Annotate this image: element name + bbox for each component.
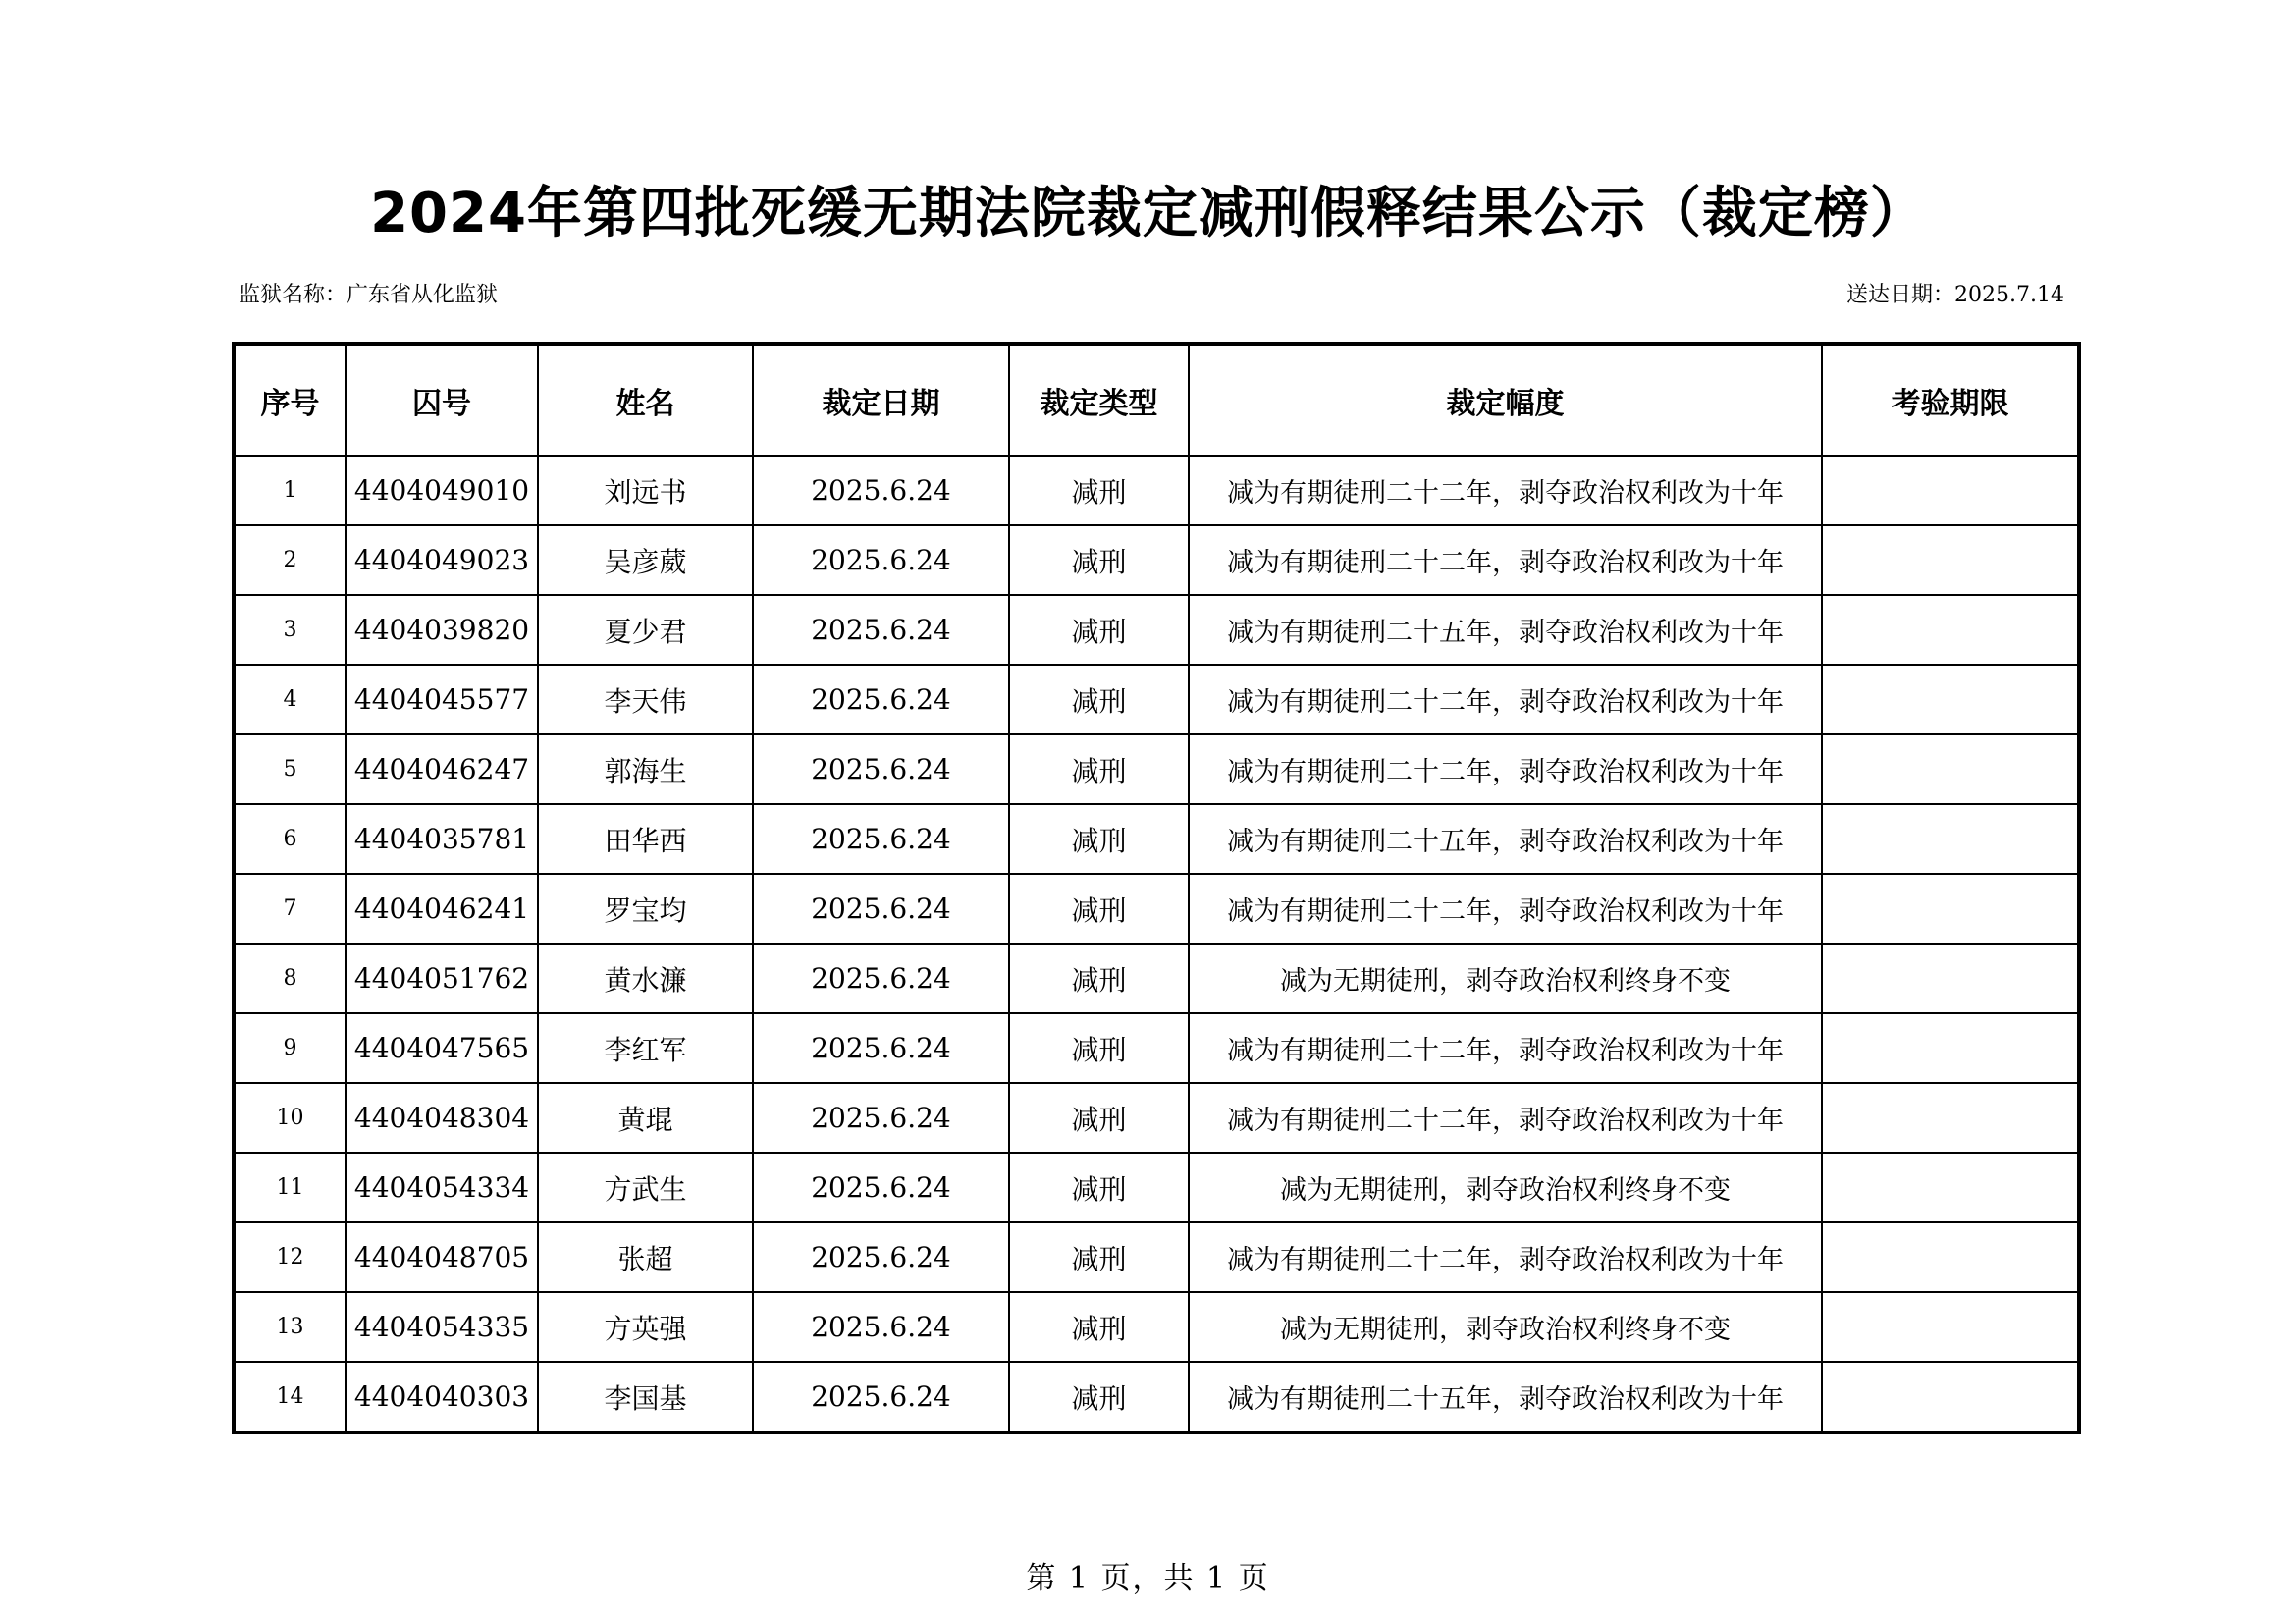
cell-prisoner-id: 4404047565 (346, 1013, 538, 1083)
cell-probation (1822, 944, 2079, 1013)
cell-prisoner-id: 4404046247 (346, 734, 538, 804)
cell-probation (1822, 665, 2079, 734)
cell-name: 黄水濂 (538, 944, 753, 1013)
cell-name: 吴彦葳 (538, 525, 753, 595)
cell-ruling-type: 减刑 (1009, 804, 1189, 874)
cell-name: 夏少君 (538, 595, 753, 665)
delivery-date: 送达日期：2025.7.14 (1846, 283, 2064, 307)
cell-name: 李国基 (538, 1362, 753, 1433)
cell-ruling-date: 2025.6.24 (753, 595, 1009, 665)
cell-prisoner-id: 4404051762 (346, 944, 538, 1013)
table-row (234, 944, 2079, 1013)
cell-prisoner-id: 4404040303 (346, 1362, 538, 1433)
page-footer: 第 1 页，共 1 页 (1026, 1561, 1270, 1596)
cell-ruling-date: 2025.6.24 (753, 804, 1009, 874)
cell-ruling-date: 2025.6.24 (753, 1013, 1009, 1083)
cell-seq: 5 (234, 734, 346, 804)
cell-probation (1822, 1292, 2079, 1362)
cell-seq: 12 (234, 1222, 346, 1292)
cell-ruling-date: 2025.6.24 (753, 456, 1009, 525)
cell-name: 郭海生 (538, 734, 753, 804)
table-row (234, 525, 2079, 595)
cell-ruling-type: 减刑 (1009, 1153, 1189, 1222)
table-row (234, 456, 2079, 525)
cell-seq: 3 (234, 595, 346, 665)
cell-prisoner-id: 4404054334 (346, 1153, 538, 1222)
cell-ruling-type: 减刑 (1009, 665, 1189, 734)
cell-ruling-range: 减为有期徒刑二十五年，剥夺政治权利改为十年 (1189, 595, 1822, 665)
cell-ruling-date: 2025.6.24 (753, 734, 1009, 804)
cell-name: 方英强 (538, 1292, 753, 1362)
table-row (234, 1362, 2079, 1433)
cell-ruling-type: 减刑 (1009, 525, 1189, 595)
cell-name: 黄琨 (538, 1083, 753, 1153)
cell-ruling-type: 减刑 (1009, 1292, 1189, 1362)
cell-probation (1822, 874, 2079, 944)
cell-probation (1822, 1013, 2079, 1083)
cell-ruling-type: 减刑 (1009, 944, 1189, 1013)
table-row (234, 1222, 2079, 1292)
cell-ruling-range: 减为有期徒刑二十二年，剥夺政治权利改为十年 (1189, 1013, 1822, 1083)
header-name: 姓名 (538, 344, 753, 456)
table-row (234, 1083, 2079, 1153)
cell-ruling-range: 减为有期徒刑二十二年，剥夺政治权利改为十年 (1189, 874, 1822, 944)
cell-seq: 2 (234, 525, 346, 595)
cell-ruling-type: 减刑 (1009, 595, 1189, 665)
cell-name: 方武生 (538, 1153, 753, 1222)
header-range: 裁定幅度 (1189, 344, 1822, 456)
cell-ruling-type: 减刑 (1009, 1013, 1189, 1083)
cell-ruling-date: 2025.6.24 (753, 665, 1009, 734)
cell-ruling-type: 减刑 (1009, 1222, 1189, 1292)
cell-ruling-date: 2025.6.24 (753, 1362, 1009, 1433)
cell-seq: 1 (234, 456, 346, 525)
header-id: 囚号 (346, 344, 538, 456)
cell-prisoner-id: 4404045577 (346, 665, 538, 734)
cell-ruling-date: 2025.6.24 (753, 1153, 1009, 1222)
cell-probation (1822, 595, 2079, 665)
cell-seq: 13 (234, 1292, 346, 1362)
cell-probation (1822, 525, 2079, 595)
cell-ruling-type: 减刑 (1009, 1362, 1189, 1433)
cell-prisoner-id: 4404035781 (346, 804, 538, 874)
cell-ruling-date: 2025.6.24 (753, 1222, 1009, 1292)
table-row (234, 665, 2079, 734)
cell-prisoner-id: 4404054335 (346, 1292, 538, 1362)
cell-seq: 4 (234, 665, 346, 734)
cell-ruling-range: 减为无期徒刑，剥夺政治权利终身不变 (1189, 1153, 1822, 1222)
cell-seq: 8 (234, 944, 346, 1013)
cell-prisoner-id: 4404048304 (346, 1083, 538, 1153)
table-row (234, 804, 2079, 874)
header-type: 裁定类型 (1009, 344, 1189, 456)
cell-ruling-date: 2025.6.24 (753, 1292, 1009, 1362)
result-table (232, 342, 2081, 1434)
cell-probation (1822, 1222, 2079, 1292)
cell-name: 李天伟 (538, 665, 753, 734)
prison-name: 监狱名称：广东省从化监狱 (239, 283, 499, 307)
cell-prisoner-id: 4404049023 (346, 525, 538, 595)
page-title: 2024年第四批死缓无期法院裁定减刑假释结果公示（裁定榜） (370, 182, 1926, 245)
cell-seq: 6 (234, 804, 346, 874)
table-row (234, 874, 2079, 944)
table-row (234, 595, 2079, 665)
cell-probation (1822, 1153, 2079, 1222)
header-seq: 序号 (234, 344, 346, 456)
cell-seq: 11 (234, 1153, 346, 1222)
cell-ruling-range: 减为有期徒刑二十二年，剥夺政治权利改为十年 (1189, 1083, 1822, 1153)
table-body (234, 456, 2079, 1433)
cell-name: 李红军 (538, 1013, 753, 1083)
cell-seq: 14 (234, 1362, 346, 1433)
cell-ruling-range: 减为有期徒刑二十二年，剥夺政治权利改为十年 (1189, 525, 1822, 595)
cell-ruling-type: 减刑 (1009, 734, 1189, 804)
cell-ruling-range: 减为有期徒刑二十二年，剥夺政治权利改为十年 (1189, 1222, 1822, 1292)
cell-prisoner-id: 4404049010 (346, 456, 538, 525)
cell-name: 田华西 (538, 804, 753, 874)
cell-seq: 7 (234, 874, 346, 944)
cell-prisoner-id: 4404039820 (346, 595, 538, 665)
cell-prisoner-id: 4404048705 (346, 1222, 538, 1292)
cell-ruling-range: 减为无期徒刑，剥夺政治权利终身不变 (1189, 944, 1822, 1013)
cell-probation (1822, 1083, 2079, 1153)
cell-ruling-type: 减刑 (1009, 456, 1189, 525)
cell-ruling-type: 减刑 (1009, 1083, 1189, 1153)
cell-name: 罗宝均 (538, 874, 753, 944)
cell-ruling-type: 减刑 (1009, 874, 1189, 944)
table-row (234, 734, 2079, 804)
table-header-row (234, 344, 2079, 456)
cell-seq: 9 (234, 1013, 346, 1083)
cell-ruling-range: 减为有期徒刑二十二年，剥夺政治权利改为十年 (1189, 734, 1822, 804)
cell-ruling-range: 减为无期徒刑，剥夺政治权利终身不变 (1189, 1292, 1822, 1362)
cell-ruling-date: 2025.6.24 (753, 525, 1009, 595)
cell-ruling-date: 2025.6.24 (753, 874, 1009, 944)
cell-probation (1822, 456, 2079, 525)
cell-ruling-range: 减为有期徒刑二十五年，剥夺政治权利改为十年 (1189, 804, 1822, 874)
header-probation: 考验期限 (1822, 344, 2079, 456)
table-row (234, 1013, 2079, 1083)
cell-ruling-range: 减为有期徒刑二十二年，剥夺政治权利改为十年 (1189, 665, 1822, 734)
cell-name: 刘远书 (538, 456, 753, 525)
cell-probation (1822, 734, 2079, 804)
cell-prisoner-id: 4404046241 (346, 874, 538, 944)
cell-name: 张超 (538, 1222, 753, 1292)
cell-ruling-date: 2025.6.24 (753, 1083, 1009, 1153)
cell-ruling-range: 减为有期徒刑二十二年，剥夺政治权利改为十年 (1189, 456, 1822, 525)
table-row (234, 1292, 2079, 1362)
cell-ruling-date: 2025.6.24 (753, 944, 1009, 1013)
cell-probation (1822, 1362, 2079, 1433)
cell-probation (1822, 804, 2079, 874)
header-date: 裁定日期 (753, 344, 1009, 456)
table-row (234, 1153, 2079, 1222)
cell-ruling-range: 减为有期徒刑二十五年，剥夺政治权利改为十年 (1189, 1362, 1822, 1433)
cell-seq: 10 (234, 1083, 346, 1153)
